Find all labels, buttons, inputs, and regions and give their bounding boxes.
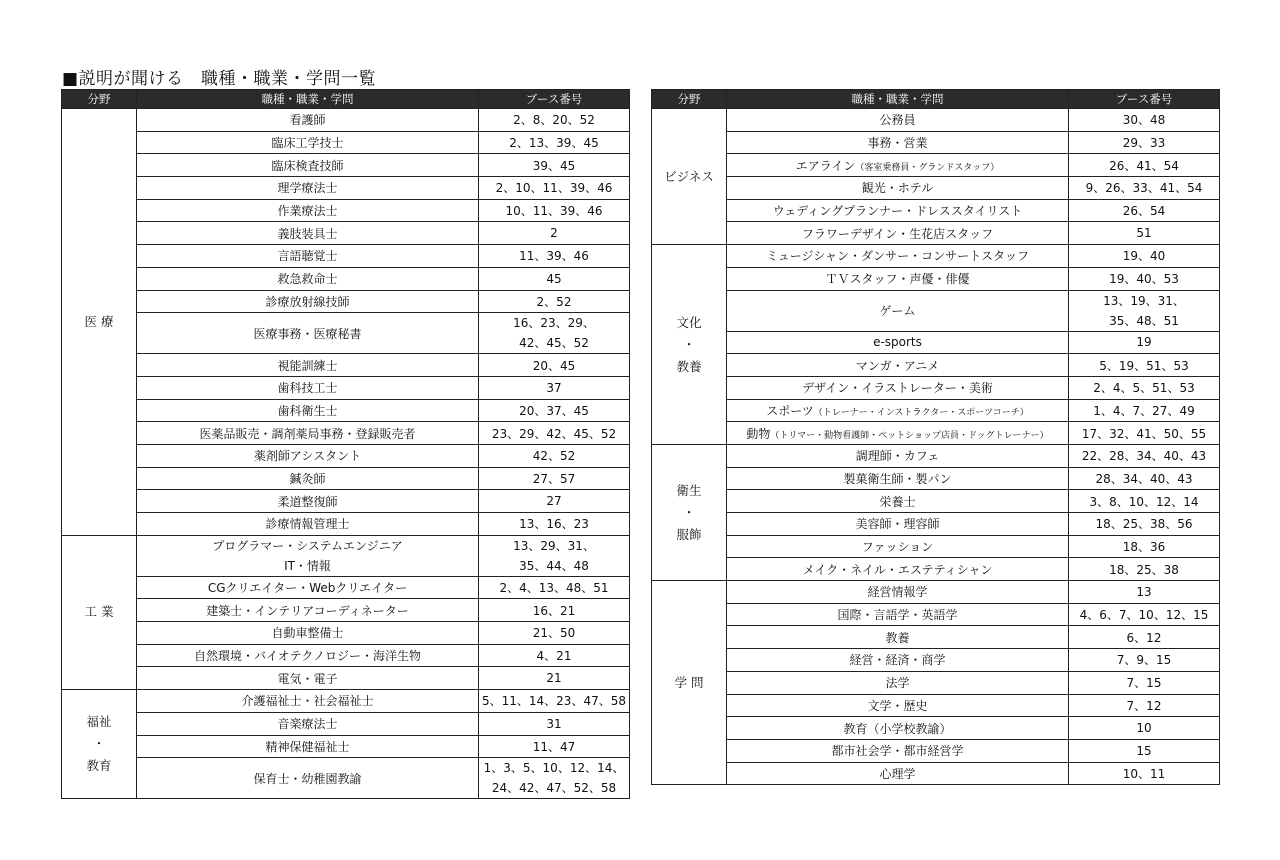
booth-line: 24、42、47、52、58 — [491, 781, 617, 796]
job-cell — [727, 671, 1069, 694]
booth-line: 13、19、31、 — [1103, 293, 1185, 308]
job-cell — [137, 758, 479, 799]
job-cell — [137, 735, 479, 758]
job-name: 鍼灸師 — [289, 471, 326, 486]
table-row — [62, 131, 630, 154]
category-label: ・ — [682, 504, 696, 520]
job-name: 救急救命士 — [277, 272, 338, 287]
table-row — [652, 558, 1220, 581]
booth-cell: 13 — [1069, 581, 1220, 604]
table-row — [62, 444, 630, 467]
booth-cell: 20、45 — [479, 354, 630, 377]
booth-cell: 21 — [479, 667, 630, 690]
job-name: 教育（小学校教諭） — [843, 721, 952, 736]
job-name: 教養 — [885, 630, 910, 645]
table-row — [62, 177, 630, 200]
booth-cell: 2 — [479, 222, 630, 245]
booth-line: 13、29、31、 — [513, 538, 595, 553]
category-label: 教養 — [676, 358, 702, 374]
booth-cell: 11、39、46 — [479, 245, 630, 268]
booth-cell: 7、9、15 — [1069, 649, 1220, 672]
job-cell — [137, 599, 479, 622]
job-name: メイク・ネイル・エステティシャン — [802, 562, 993, 577]
job-cell — [137, 267, 479, 290]
category-cell — [652, 245, 727, 445]
job-cell — [137, 177, 479, 200]
category-cell — [62, 690, 137, 799]
booth-cell: 19、40 — [1069, 245, 1220, 268]
job-cell — [727, 154, 1069, 177]
booth-cell: 26、41、54 — [1069, 154, 1220, 177]
table-row — [62, 490, 630, 513]
booth-cell: 1、4、7、27、49 — [1069, 399, 1220, 422]
category-cell — [62, 109, 137, 536]
table-row — [62, 535, 630, 576]
job-name: 医薬品販売・調剤薬局事務・登録販売者 — [199, 426, 416, 441]
job-cell — [727, 131, 1069, 154]
job-name: 作業療法士 — [277, 204, 338, 219]
table-row — [652, 331, 1220, 354]
job-name: 柔道整復師 — [277, 494, 338, 509]
job-name: 精神保健福祉士 — [265, 739, 350, 754]
booth-cell — [479, 535, 630, 576]
job-cell — [137, 199, 479, 222]
job-name: CGクリエイター・Webクリエイター — [207, 581, 408, 596]
job-name: 薬剤師アシスタント — [253, 449, 362, 464]
job-cell — [727, 422, 1069, 445]
booth-cell: 20、37、45 — [479, 399, 630, 422]
booth-cell: 29、33 — [1069, 131, 1220, 154]
table-row — [62, 354, 630, 377]
booth-line: 1、3、5、10、12、14、 — [483, 761, 625, 776]
page-title: ■説明が聞ける 職種・職業・学問一覧 — [62, 69, 377, 89]
category-label: 文化 — [676, 314, 702, 330]
job-cell — [727, 376, 1069, 399]
job-cell — [727, 581, 1069, 604]
table-row — [62, 376, 630, 399]
booth-cell: 5、11、14、23、47、58 — [479, 690, 630, 713]
table-row — [652, 762, 1220, 785]
table-row — [62, 667, 630, 690]
booth-line: 35、44、48 — [519, 558, 589, 573]
table-row — [62, 222, 630, 245]
table-row — [62, 735, 630, 758]
category-cell — [652, 444, 727, 580]
booth-cell: 18、25、38、56 — [1069, 513, 1220, 536]
table-row — [62, 154, 630, 177]
table-row — [62, 758, 630, 799]
job-name: 保育士・幼稚園教諭 — [253, 771, 362, 786]
job-name: 義肢装具士 — [277, 226, 338, 241]
job-cell — [137, 222, 479, 245]
right-table — [651, 89, 1220, 785]
booth-cell: 6、12 — [1069, 626, 1220, 649]
header-booth: ブース番号 — [479, 90, 630, 109]
job-name: ＴＶスタッフ・声優・俳優 — [825, 272, 970, 287]
job-cell — [727, 603, 1069, 626]
booth-cell: 3、8、10、12、14 — [1069, 490, 1220, 513]
job-name: 公務員 — [879, 113, 916, 128]
header-booth: ブース番号 — [1069, 90, 1220, 109]
booth-cell: 2、8、20、52 — [479, 109, 630, 132]
booth-cell: 13、16、23 — [479, 513, 630, 536]
table-row — [652, 535, 1220, 558]
category-label: 服飾 — [676, 526, 702, 542]
job-name: 観光・ホテル — [861, 181, 934, 196]
job-note: （客室乗務員・グランドスタッフ） — [855, 162, 1000, 173]
left-table — [61, 89, 630, 799]
job-name: 歯科技工士 — [277, 381, 338, 396]
table-row — [652, 177, 1220, 200]
job-cell — [727, 739, 1069, 762]
booth-line: 16、23、29、 — [513, 316, 595, 331]
table-row — [652, 222, 1220, 245]
booth-cell: 10、11 — [1069, 762, 1220, 785]
category-label: 衛生 — [676, 482, 702, 498]
job-cell — [727, 109, 1069, 132]
job-name: 製菓衛生師・製パン — [843, 471, 952, 486]
table-row — [652, 626, 1220, 649]
booth-cell: 10 — [1069, 717, 1220, 740]
table-row — [652, 109, 1220, 132]
job-name: 自動車整備士 — [271, 626, 344, 641]
table-row — [652, 267, 1220, 290]
job-name: マンガ・アニメ — [855, 358, 940, 373]
job-cell — [137, 399, 479, 422]
booth-cell: 45 — [479, 267, 630, 290]
booth-cell: 39、45 — [479, 154, 630, 177]
job-cell — [727, 354, 1069, 377]
category-label: 工 業 — [84, 604, 114, 620]
job-cell — [727, 762, 1069, 785]
category-cell — [652, 109, 727, 245]
job-note: （トリマー・動物看護師・ペットショップ店員・ドッグトレーナー） — [770, 430, 1049, 441]
job-cell — [727, 558, 1069, 581]
booth-cell: 27、57 — [479, 467, 630, 490]
header-row — [62, 90, 630, 109]
table-row — [652, 467, 1220, 490]
job-name: 介護福祉士・社会福祉士 — [241, 694, 374, 709]
table-row — [62, 199, 630, 222]
booth-cell: 15 — [1069, 739, 1220, 762]
job-cell — [137, 490, 479, 513]
booth-cell: 23、29、42、45、52 — [479, 422, 630, 445]
job-name: 言語聴覚士 — [277, 249, 338, 264]
category-label: 教育 — [86, 758, 112, 774]
booth-cell: 51 — [1069, 222, 1220, 245]
table-row — [652, 422, 1220, 445]
category-cell — [62, 535, 137, 689]
booth-line: 35、48、51 — [1109, 313, 1179, 328]
booth-cell: 28、34、40、43 — [1069, 467, 1220, 490]
table-row — [62, 576, 630, 599]
header-row — [652, 90, 1220, 109]
job-cell — [727, 199, 1069, 222]
job-name: 経営・経済・商学 — [849, 653, 946, 668]
booth-cell: 2、4、5、51、53 — [1069, 376, 1220, 399]
table-row — [652, 290, 1220, 331]
job-line: IT・情報 — [284, 558, 331, 573]
booth-cell: 18、36 — [1069, 535, 1220, 558]
job-cell — [137, 245, 479, 268]
job-name: 看護師 — [289, 113, 326, 128]
table-row — [62, 313, 630, 354]
job-name: ファッション — [861, 540, 934, 555]
booth-cell: 18、25、38 — [1069, 558, 1220, 581]
table-row — [62, 690, 630, 713]
job-cell — [137, 576, 479, 599]
job-line: プログラマー・システムエンジニア — [212, 538, 403, 553]
table-row — [62, 422, 630, 445]
table-row — [652, 490, 1220, 513]
job-name: ウェディングプランナー・ドレススタイリスト — [772, 204, 1023, 219]
job-cell — [137, 154, 479, 177]
job-cell — [727, 490, 1069, 513]
job-cell — [137, 690, 479, 713]
job-note: （トレーナー・インストラクター・スポーツコーチ） — [813, 407, 1029, 418]
job-cell — [137, 535, 479, 576]
table-row — [652, 199, 1220, 222]
category-label: ・ — [682, 336, 696, 352]
booth-cell: 10、11、39、46 — [479, 199, 630, 222]
job-cell — [137, 644, 479, 667]
header-job: 職種・職業・学問 — [727, 90, 1069, 109]
job-name: 臨床検査技師 — [271, 158, 344, 173]
booth-cell: 4、6、7、10、12、15 — [1069, 603, 1220, 626]
job-cell — [727, 222, 1069, 245]
table-row — [652, 581, 1220, 604]
booth-cell: 2、13、39、45 — [479, 131, 630, 154]
table-row — [62, 267, 630, 290]
job-cell — [727, 245, 1069, 268]
job-name: 歯科衛生士 — [277, 403, 338, 418]
category-cell — [652, 581, 727, 785]
category-label: 学 問 — [674, 674, 704, 690]
table-row — [652, 717, 1220, 740]
category-label: ・ — [92, 736, 106, 752]
job-cell — [137, 667, 479, 690]
table-row — [652, 513, 1220, 536]
job-name: エアライン — [795, 158, 856, 173]
table-row — [62, 245, 630, 268]
job-cell — [727, 267, 1069, 290]
booth-line: 42、45、52 — [519, 336, 589, 351]
job-name: 視能訓練士 — [277, 358, 338, 373]
table-row — [62, 467, 630, 490]
category-label: 福祉 — [86, 714, 112, 730]
job-name: 文学・歴史 — [867, 698, 928, 713]
booth-cell: 37 — [479, 376, 630, 399]
table-row — [652, 694, 1220, 717]
job-cell — [137, 422, 479, 445]
booth-cell: 4、21 — [479, 644, 630, 667]
table-row — [652, 649, 1220, 672]
booth-cell: 9、26、33、41、54 — [1069, 177, 1220, 200]
job-name: デザイン・イラストレーター・美術 — [802, 381, 993, 396]
category-label: 医 療 — [84, 313, 114, 329]
booth-cell — [1069, 290, 1220, 331]
job-cell — [727, 399, 1069, 422]
job-cell — [727, 444, 1069, 467]
job-name: ゲーム — [879, 304, 916, 318]
job-cell — [727, 717, 1069, 740]
job-cell — [137, 444, 479, 467]
job-cell — [727, 467, 1069, 490]
job-name: 建築士・インテリアコーディネーター — [206, 603, 409, 618]
booth-cell: 19、40、53 — [1069, 267, 1220, 290]
job-cell — [137, 376, 479, 399]
booth-cell: 16、21 — [479, 599, 630, 622]
table-row — [652, 245, 1220, 268]
booth-cell: 26、54 — [1069, 199, 1220, 222]
table-row — [652, 603, 1220, 626]
booth-cell: 22、28、34、40、43 — [1069, 444, 1220, 467]
booth-cell: 30、48 — [1069, 109, 1220, 132]
job-cell — [137, 467, 479, 490]
booth-cell: 2、4、13、48、51 — [479, 576, 630, 599]
job-cell — [137, 513, 479, 536]
job-cell — [137, 622, 479, 645]
job-cell — [727, 290, 1069, 331]
table-row — [652, 399, 1220, 422]
job-name: 医療事務・医療秘書 — [253, 326, 362, 341]
booth-cell: 31 — [479, 712, 630, 735]
job-name: 臨床工学技士 — [271, 136, 344, 151]
table-row — [62, 622, 630, 645]
job-cell — [727, 513, 1069, 536]
job-cell — [727, 649, 1069, 672]
table-row — [652, 154, 1220, 177]
job-name: 経営情報学 — [867, 585, 928, 600]
job-cell — [727, 535, 1069, 558]
job-name: 心理学 — [879, 766, 916, 781]
job-name: ミュージシャン・ダンサー・コンサートスタッフ — [766, 249, 1029, 264]
job-name: 法学 — [885, 676, 910, 691]
job-cell — [727, 331, 1069, 354]
booth-cell: 7、12 — [1069, 694, 1220, 717]
job-name: 栄養士 — [879, 494, 916, 509]
booth-cell: 42、52 — [479, 444, 630, 467]
table-row — [652, 444, 1220, 467]
booth-cell: 7、15 — [1069, 671, 1220, 694]
table-row — [62, 109, 630, 132]
job-name: 音楽療法士 — [277, 717, 338, 732]
booth-cell: 11、47 — [479, 735, 630, 758]
job-cell — [137, 109, 479, 132]
table-row — [652, 131, 1220, 154]
booth-cell: 2、52 — [479, 290, 630, 313]
job-name: 自然環境・バイオテクノロジー・海洋生物 — [194, 649, 421, 664]
job-cell — [727, 177, 1069, 200]
booth-cell — [479, 758, 630, 799]
job-cell — [137, 290, 479, 313]
job-name: 診療放射線技師 — [265, 294, 350, 309]
job-cell — [137, 712, 479, 735]
booth-cell: 2、10、11、39、46 — [479, 177, 630, 200]
job-cell — [137, 354, 479, 377]
job-name: スポーツ — [766, 403, 814, 418]
job-name: e-sports — [873, 335, 922, 350]
header-field: 分野 — [62, 90, 137, 109]
table-row — [62, 644, 630, 667]
job-name: 事務・営業 — [867, 136, 928, 151]
job-cell — [727, 626, 1069, 649]
table-row — [62, 599, 630, 622]
header-job: 職種・職業・学問 — [137, 90, 479, 109]
table-row — [62, 290, 630, 313]
table-row — [652, 376, 1220, 399]
table-row — [62, 399, 630, 422]
job-name: 診療情報管理士 — [265, 517, 350, 532]
booth-cell: 21、50 — [479, 622, 630, 645]
table-row — [62, 712, 630, 735]
booth-cell: 19 — [1069, 331, 1220, 354]
booth-cell: 27 — [479, 490, 630, 513]
job-name: フラワーデザイン・生花店スタッフ — [801, 226, 994, 241]
category-label: ビジネス — [664, 168, 714, 184]
table-row — [652, 739, 1220, 762]
header-field: 分野 — [652, 90, 727, 109]
table-row — [652, 671, 1220, 694]
job-name: 電気・電子 — [277, 671, 338, 686]
booth-cell: 17、32、41、50、55 — [1069, 422, 1220, 445]
booth-cell: 5、19、51、53 — [1069, 354, 1220, 377]
job-cell — [727, 694, 1069, 717]
job-name: 美容師・理容師 — [855, 517, 940, 532]
table-row — [652, 354, 1220, 377]
job-cell — [137, 313, 479, 354]
table-row — [62, 513, 630, 536]
job-name: 理学療法士 — [277, 181, 338, 196]
job-name: 都市社会学・都市経営学 — [831, 744, 964, 759]
job-name: 動物 — [746, 426, 771, 441]
job-name: 調理師・カフェ — [855, 449, 940, 464]
job-name: 国際・言語学・英語学 — [837, 608, 958, 623]
job-cell — [137, 131, 479, 154]
booth-cell — [479, 313, 630, 354]
